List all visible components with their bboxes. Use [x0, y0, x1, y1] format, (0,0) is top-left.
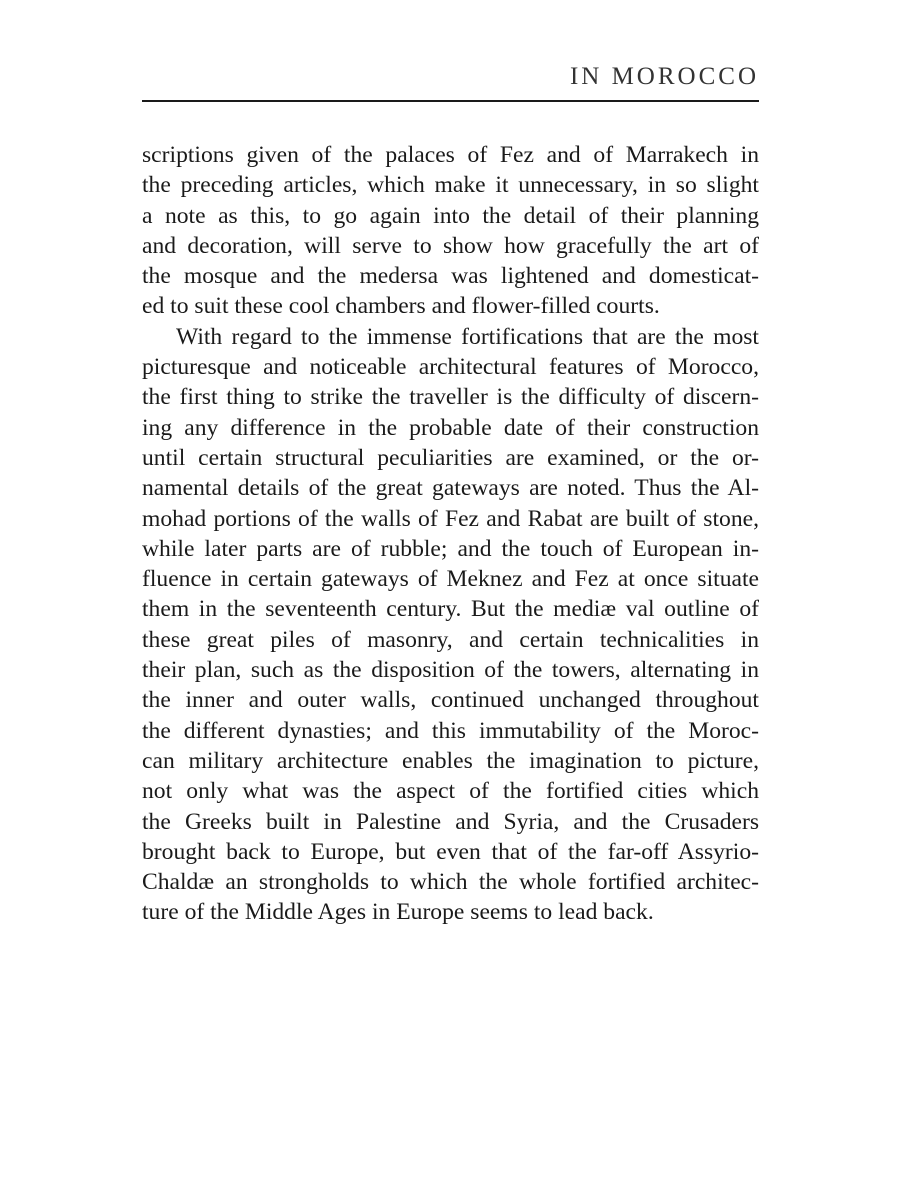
paragraph — [142, 140, 759, 322]
running-head: IN MOROCCO — [569, 63, 759, 90]
header-rule — [142, 100, 759, 102]
text-line: while later parts are of rubble; and the touch of European in- — [142, 535, 759, 562]
text-line: the inner and outer walls, continued unchanged throughout — [142, 687, 759, 714]
text-line: picturesque and noticeable architectural features of Morocco, — [142, 354, 759, 381]
paragraph — [142, 322, 759, 928]
text-line: ture of the Middle Ages in Europe seems to lead back. — [142, 899, 654, 926]
text-line: can military architecture enables the imagination to picture, — [142, 747, 759, 774]
text-line: until certain structural peculiarities are examined, or the or- — [142, 444, 759, 471]
text-line: ed to suit these cool chambers and flower-filled courts. — [142, 293, 660, 320]
text-line: the first thing to strike the traveller is the difficulty of discern- — [142, 384, 759, 411]
text-line: their plan, such as the disposition of the towers, alternating in — [142, 657, 759, 684]
text-line: not only what was the aspect of the fortified cities which — [142, 778, 759, 805]
text-line: mohad portions of the walls of Fez and Rabat are built of stone, — [142, 505, 759, 532]
text-line: these great piles of masonry, and certain technicalities in — [142, 626, 759, 653]
text-line: a note as this, to go again into the detail of their planning — [142, 202, 759, 229]
text-line: the different dynasties; and this immutability of the Moroc- — [142, 717, 759, 744]
text-line: the preceding articles, which make it unnecessary, in so slight — [142, 172, 759, 199]
text-line: and decoration, will serve to show how gracefully the art of — [142, 232, 759, 259]
text-line: fluence in certain gateways of Meknez and Fez at once situate — [142, 566, 759, 593]
text-line: them in the seventeenth century. But the mediæ val outline of — [142, 596, 759, 623]
text-line: Chaldæ an strongholds to which the whole fortified architec- — [142, 869, 759, 896]
text-line: the mosque and the medersa was lightened and domesticat- — [142, 263, 759, 290]
text-line: the Greeks built in Palestine and Syria, and the Crusaders — [142, 808, 759, 835]
text-line: With regard to the immense fortifications that are the most — [176, 323, 759, 350]
text-line: scriptions given of the palaces of Fez and of Marrakech in — [142, 142, 759, 168]
text-line: namental details of the great gateways are noted. Thus the Al- — [142, 475, 759, 502]
text-line: brought back to Europe, but even that of the far-off Assyrio- — [142, 838, 759, 865]
text-line: ing any difference in the probable date of their construction — [142, 414, 759, 441]
body-text — [142, 140, 759, 928]
